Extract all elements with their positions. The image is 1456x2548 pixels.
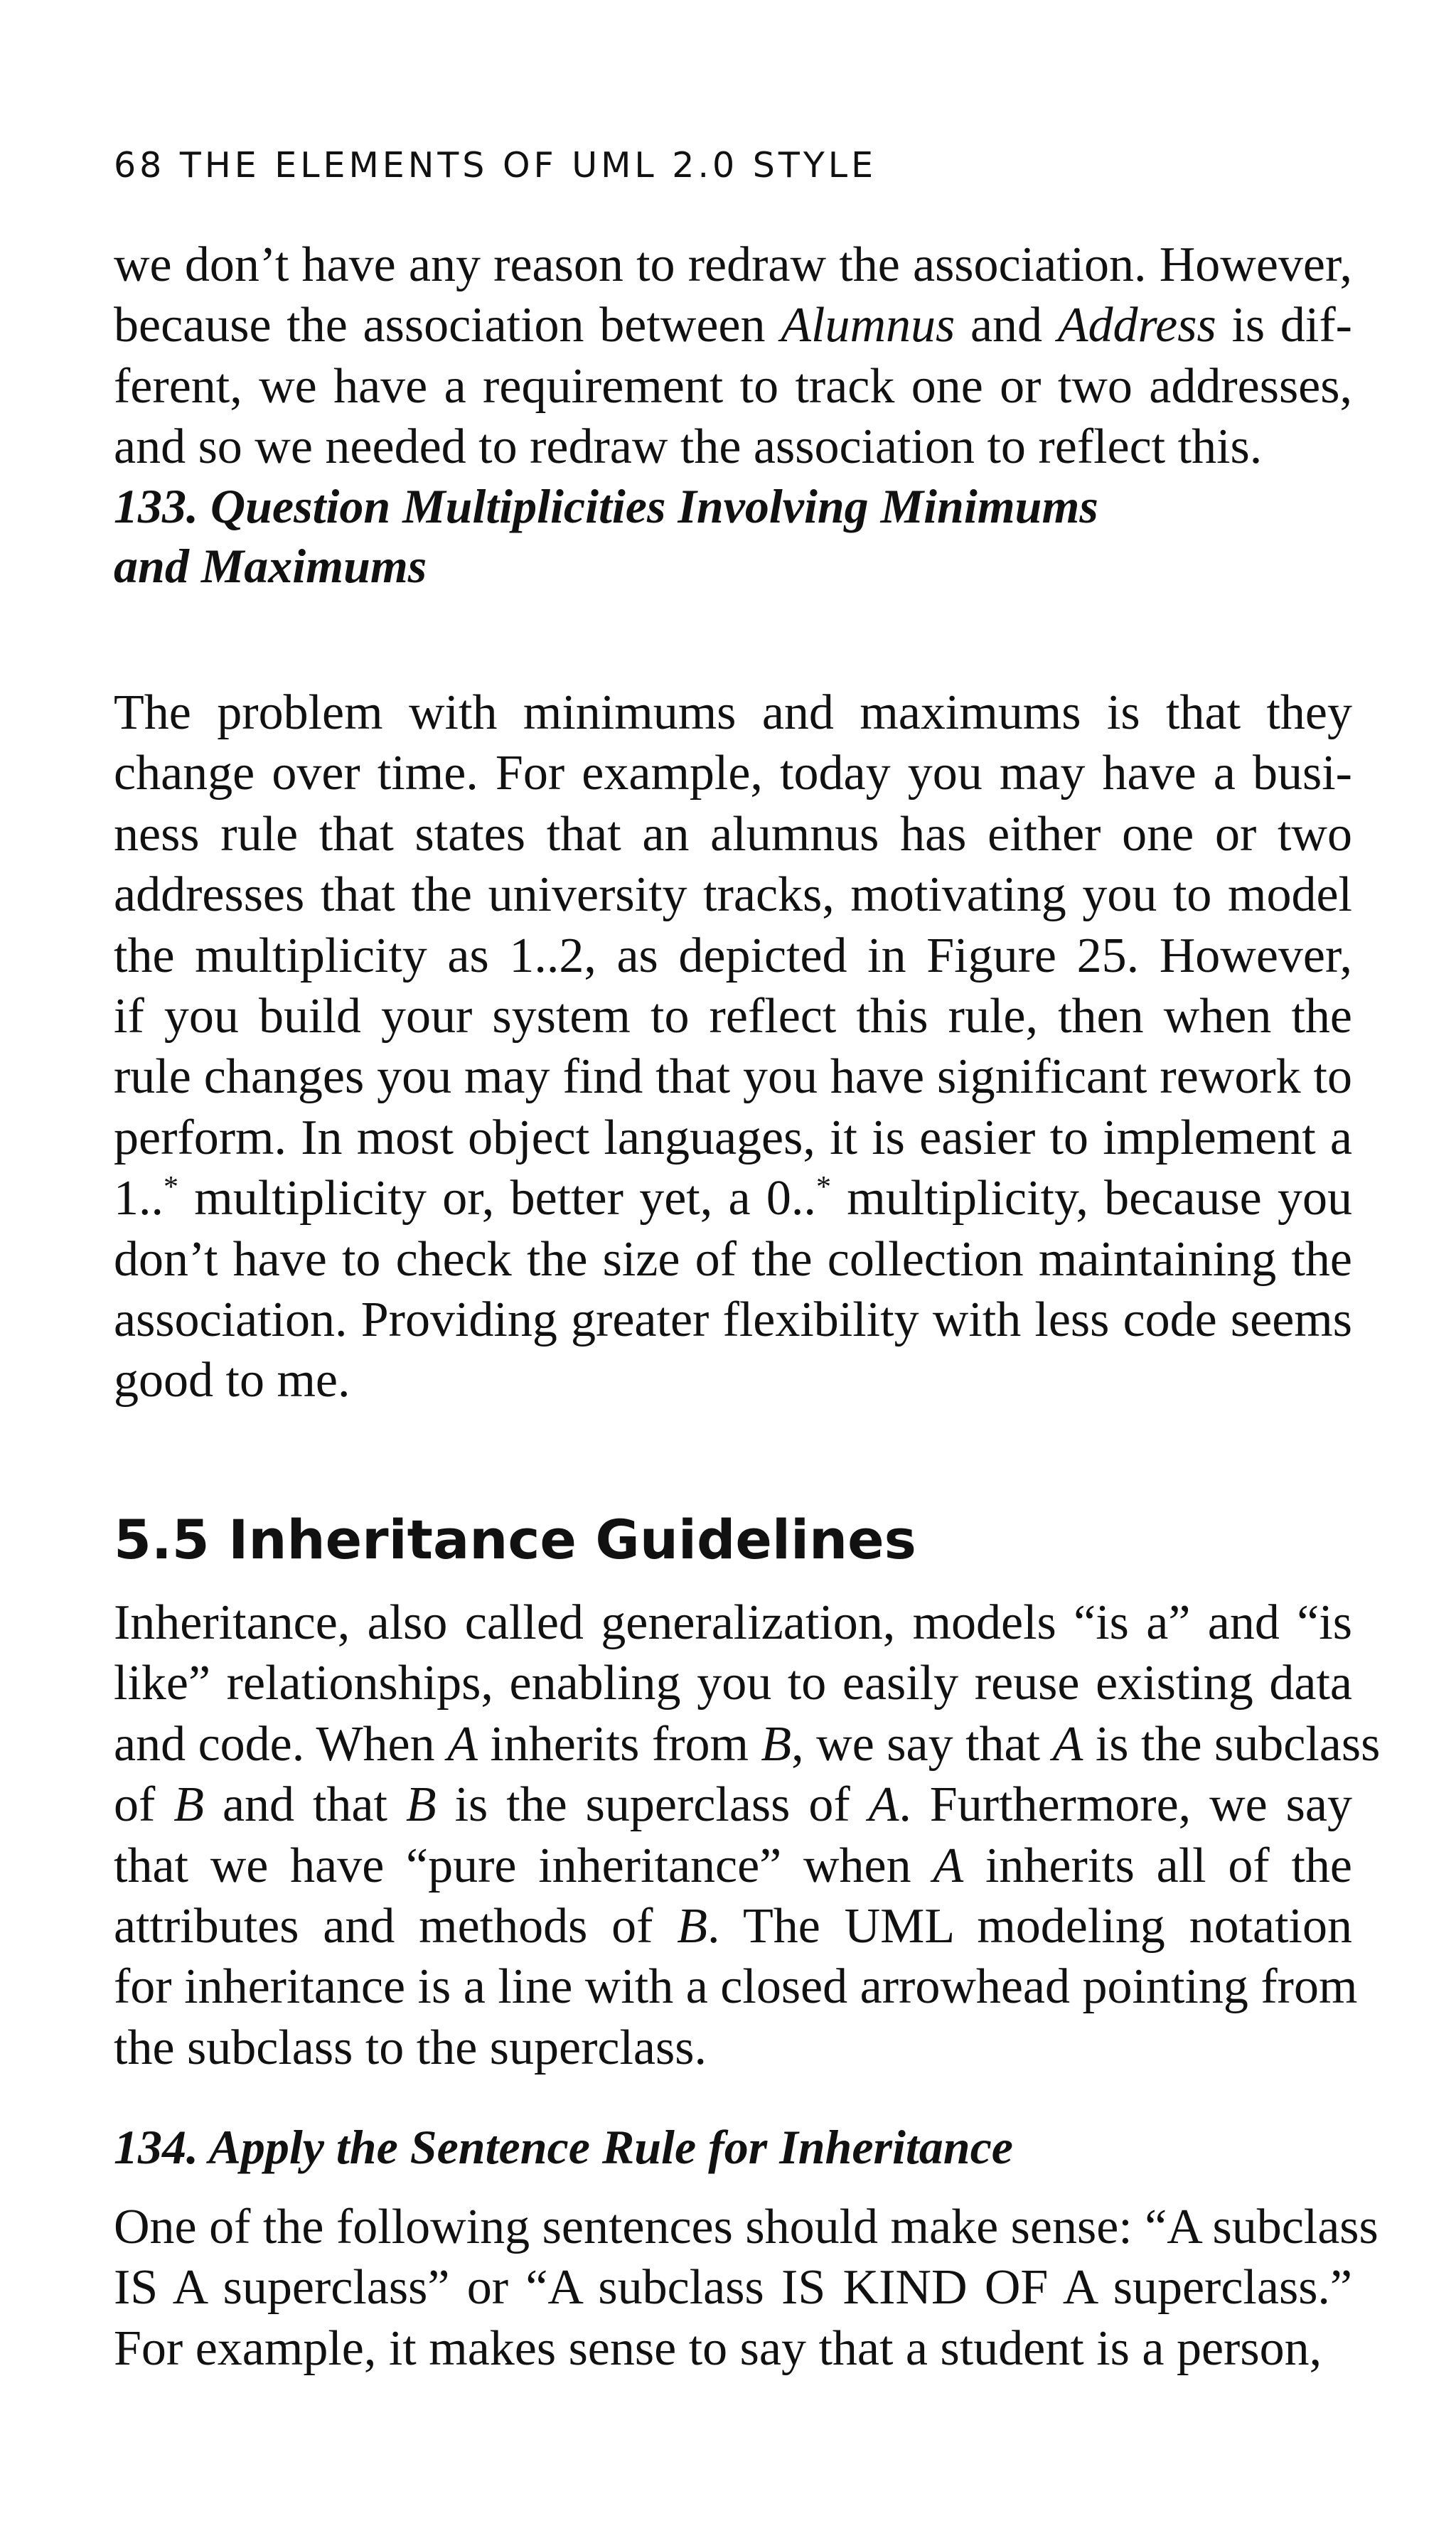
text-line: the multiplicity as 1..2, as depicted in Figure 25. However, <box>114 928 1352 983</box>
italic-term: A <box>868 1777 899 1833</box>
italic-term: B <box>761 1716 792 1772</box>
superscript-mark: * <box>164 1170 178 1204</box>
text-line: IS A superclass” or “A subclass IS KIND OF A superclass.” <box>114 2260 1352 2316</box>
text-line: that we have “pure inheritance” when A inherits all of the <box>114 1838 1352 1893</box>
italic-term: A <box>933 1838 964 1893</box>
italic-term: B <box>405 1777 437 1833</box>
text-line: 1..* multiplicity or, better yet, a 0..* multiplicity, because you <box>114 1170 1352 1226</box>
text-line: Inheritance, also called generalization, models “is a” and “is <box>114 1595 1352 1650</box>
text-line: good to me. <box>114 1353 350 1408</box>
text-line: rule changes you may find that you have significant rework to <box>114 1049 1352 1105</box>
text-line: For example, it makes sense to say that a student is a person, <box>114 2320 1322 2376</box>
text-line: we don’t have any reason to redraw the association. However, <box>114 237 1352 292</box>
text-line: because the association between Alumnus and Address is dif- <box>114 298 1352 353</box>
section-heading-inheritance: 5.5 Inheritance Guidelines <box>114 1508 916 1571</box>
text-line: don’t have to check the size of the collection maintaining the <box>114 1231 1352 1287</box>
text-line: and so we needed to redraw the association to reflect this. <box>114 419 1263 475</box>
italic-term: Alumnus <box>781 298 956 353</box>
text-line: and code. When A inherits from B, we say that A is the subclass <box>114 1716 1381 1772</box>
text-line: of B and that B is the superclass of A. Furthermore, we say <box>114 1777 1352 1833</box>
text-line: association. Providing greater flexibility with less code seems <box>114 1292 1352 1347</box>
italic-term: Address <box>1057 298 1216 353</box>
italic-term: B <box>677 1898 707 1954</box>
heading-133-line-2: and Maximums <box>114 539 427 593</box>
text-line: ness rule that states that an alumnus has either one or two <box>114 806 1352 862</box>
text-line: One of the following sentences should make sense: “A subclass <box>114 2200 1379 2254</box>
text-line: ferent, we have a requirement to track one or two addresses, <box>114 358 1352 414</box>
paragraph-minimums-maximums <box>114 682 1352 1411</box>
italic-term: A <box>1052 1716 1083 1772</box>
italic-term: B <box>173 1777 205 1833</box>
text-line: the subclass to the superclass. <box>114 2020 707 2075</box>
guideline-heading-133 <box>114 476 1352 596</box>
heading-134-line: 134. Apply the Sentence Rule for Inheritance <box>114 2120 1013 2174</box>
text-line: attributes and methods of B. The UML modeling notation <box>114 1898 1352 1954</box>
text-line: The problem with minimums and maximums is that they <box>114 685 1352 740</box>
text-line: addresses that the university tracks, motivating you to model <box>114 867 1352 923</box>
running-head: 68 THE ELEMENTS OF UML 2.0 STYLE <box>114 145 877 186</box>
text-line: change over time. For example, today you may have a busi- <box>114 746 1352 801</box>
paragraph-association-redraw <box>114 235 1352 478</box>
text-line: like” relationships, enabling you to easily reuse existing data <box>114 1656 1352 1711</box>
italic-term: A <box>447 1716 478 1772</box>
paragraph-sentence-rule <box>114 2197 1379 2379</box>
guideline-heading-134 <box>114 2117 1352 2177</box>
text-line: if you build your system to reflect this rule, then when the <box>114 988 1352 1044</box>
paragraph-inheritance-intro <box>114 1592 1381 2078</box>
superscript-mark: * <box>815 1170 831 1204</box>
text-line: perform. In most object languages, it is easier to implement a <box>114 1110 1352 1165</box>
heading-133-line-1: 133. Question Multiplicities Involving Minimums <box>114 479 1098 533</box>
text-line: for inheritance is a line with a closed arrowhead pointing from <box>114 1959 1358 2015</box>
